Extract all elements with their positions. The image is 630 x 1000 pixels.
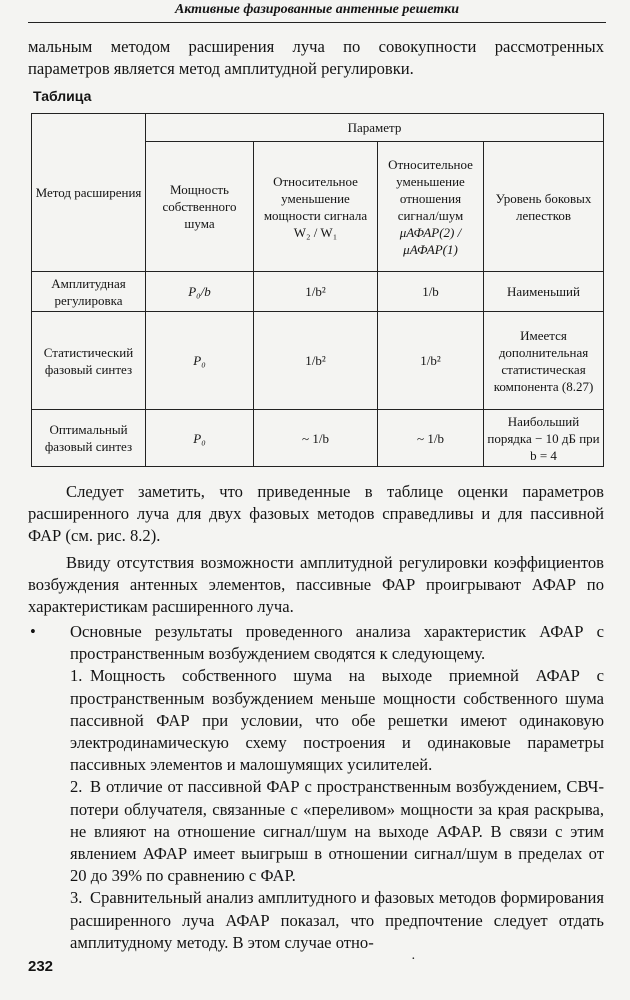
list-item [28,887,604,954]
comparison-table [31,113,604,467]
table-cell-sidelobes: Наименьший [484,272,604,312]
bullet-item [28,621,604,665]
table-cell-method: Статистический фазовый синтез [32,312,146,410]
list-item-text: Сравнительный анализ амплитудного и фазовых методов формирования расширенного луча АФАР показал, что предпочтение следует отдать амплитудному методу. В этом случае отно- [70,888,604,952]
table-cell-snr: 1/b² [378,312,484,410]
list-item-text: В отличие от пассивной ФАР с пространственным возбуждением, СВЧ-потери облучателя, связанные с «переливом» мощности за края раскрыва, не влияют на отношение сигнал/шум на выходе АФАР. В связи с этим явлением АФАР имеет выигрыш в отношении сигнал/шум в пределах от 20 до 39% по сравнению с ФАР. [70,777,604,886]
paragraph-note: Следует заметить, что приведенные в таблице оценки параметров расширенного луча для двух фазовых методов справедливы и для пассивной ФАР (см. рис. 8.2). [28,482,604,546]
running-header-title: Активные фазированные антенные решетки [174,2,460,17]
results-section [28,621,604,954]
list-item [28,776,604,887]
table-row [32,410,604,467]
table-cell-noise: P₀ [146,312,254,410]
table-header-sidelobes: Уровень боковых лепестков [484,142,604,272]
results-list [28,665,604,954]
list-item-number: 1. [70,666,83,686]
list-item-number: 3. [70,888,83,908]
bullet-text: Основные результаты проведенного анализа характеристик АФАР с пространственным возбуждением сводятся к следующему. [70,622,604,664]
table-cell-noise: P₀ [146,410,254,467]
running-header [28,0,606,23]
table-row [32,272,604,312]
table-header-signal: Относительное уменьшение мощности сигнала W₂ / W₁ [254,142,378,272]
bullet-marker: • [30,622,36,641]
table-cell-signal: ~ 1/b [254,410,378,467]
list-item [28,665,604,776]
table-caption: Таблица [33,88,92,104]
table-header-snr-label: Относительное уменьшение отношения сигнал/шум [388,156,473,223]
list-item-text: Мощность собственного шума на выходе приемной АФАР с пространственным возбуждением меньше мощности собственного шума пассивной ФАР при условии, что обе решетки имеют одинаковую электродинамическую схему построения и одинаковые параметры пассивных элементов и малошумящих усилителей. [70,666,604,775]
table-cell-method: Оптимальный фазовый синтез [32,410,146,467]
table-cell-signal: 1/b² [254,312,378,410]
list-item-number: 2. [70,777,83,797]
table-cell-snr: 1/b [378,272,484,312]
page-number: 232 [28,958,54,975]
table-header-noise: Мощность собственного шума [146,142,254,272]
table-row [32,312,604,410]
footer-dot: · [411,952,416,967]
intro-paragraph: мальным методом расширения луча по совокупности рассмотренных параметров является метод амплитудной регулировки. [28,37,604,79]
table-cell-sidelobes: Наибольший порядка − 10 дБ при b = 4 [484,410,604,467]
table-header-parameter: Параметр [146,114,604,142]
table-cell-method: Амплитудная регулировка [32,272,146,312]
table-header-method: Метод расширения [32,114,146,272]
body-paragraphs [28,481,604,622]
paragraph-passive: Ввиду отсутствия возможности амплитудной регулировки коэффициентов возбуждения антенных элементов, пассивные ФАР проигрывают АФАР по характеристикам расширенного луча. [28,552,604,617]
table-cell-noise: P₀/b [146,272,254,312]
table-header-snr [378,142,484,272]
table-header-snr-formula: μАФАР(2) / μАФАР(1) [399,224,462,257]
table-cell-signal: 1/b² [254,272,378,312]
table-cell-sidelobes: Имеется дополнительная статистическая компонента (8.27) [484,312,604,410]
table-cell-snr: ~ 1/b [378,410,484,467]
